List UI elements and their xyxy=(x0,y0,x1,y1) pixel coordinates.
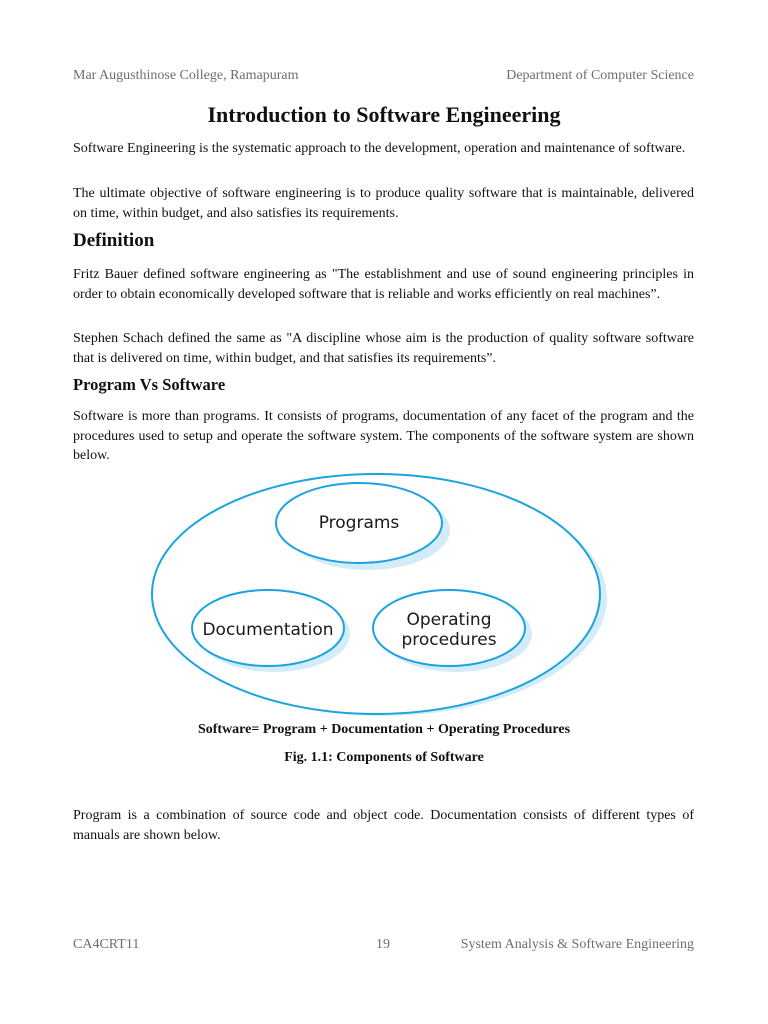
intro-paragraph-1: Software Engineering is the systematic approach to the development, operation and maintenance of software. xyxy=(73,141,686,156)
definition-paragraph-1: Fritz Bauer defined software engineering as "The establishment and use of sound engineering principles in order to obtain economically developed software that is reliable and works efficiently on real machines”. xyxy=(73,267,694,302)
software-components-diagram xyxy=(140,470,630,720)
figure-caption: Fig. 1.1: Components of Software xyxy=(284,750,484,765)
intro-paragraph-2: The ultimate objective of software engineering is to produce quality software that is maintainable, delivered on time, within budget, and also satisfies its requirements. xyxy=(73,186,694,221)
department-name: Department of Computer Science xyxy=(506,68,694,83)
program-vs-software-heading: Program Vs Software xyxy=(73,375,226,394)
page-number: 19 xyxy=(376,937,390,952)
programs-label: Programs xyxy=(318,513,400,533)
program-vs-software-paragraph: Software is more than programs. It consists of programs, documentation of any facet of the program and the procedures used to setup and operate the software system. The components of the software system are shown below. xyxy=(73,409,694,463)
definition-paragraph-2: Stephen Schach defined the same as "A discipline whose aim is the production of quality software software that is delivered on time, within budget, and that satisfies its requirements”. xyxy=(73,331,694,366)
course-code: CA4CRT11 xyxy=(73,937,140,952)
operating-label-line1: Operating xyxy=(406,610,492,630)
subject-name: System Analysis & Software Engineering xyxy=(460,937,694,952)
page-footer xyxy=(73,937,694,957)
software-equation: Software= Program + Documentation + Operating Procedures xyxy=(197,722,571,737)
page-header xyxy=(73,68,694,88)
page-title: Introduction to Software Engineering xyxy=(207,102,561,127)
closing-paragraph: Program is a combination of source code and object code. Documentation consists of different types of manuals are shown below. xyxy=(73,808,694,843)
operating-label-line2: procedures xyxy=(401,630,497,650)
documentation-label: Documentation xyxy=(202,620,334,640)
definition-heading: Definition xyxy=(73,230,155,251)
college-name: Mar Augusthinose College, Ramapuram xyxy=(73,68,299,83)
